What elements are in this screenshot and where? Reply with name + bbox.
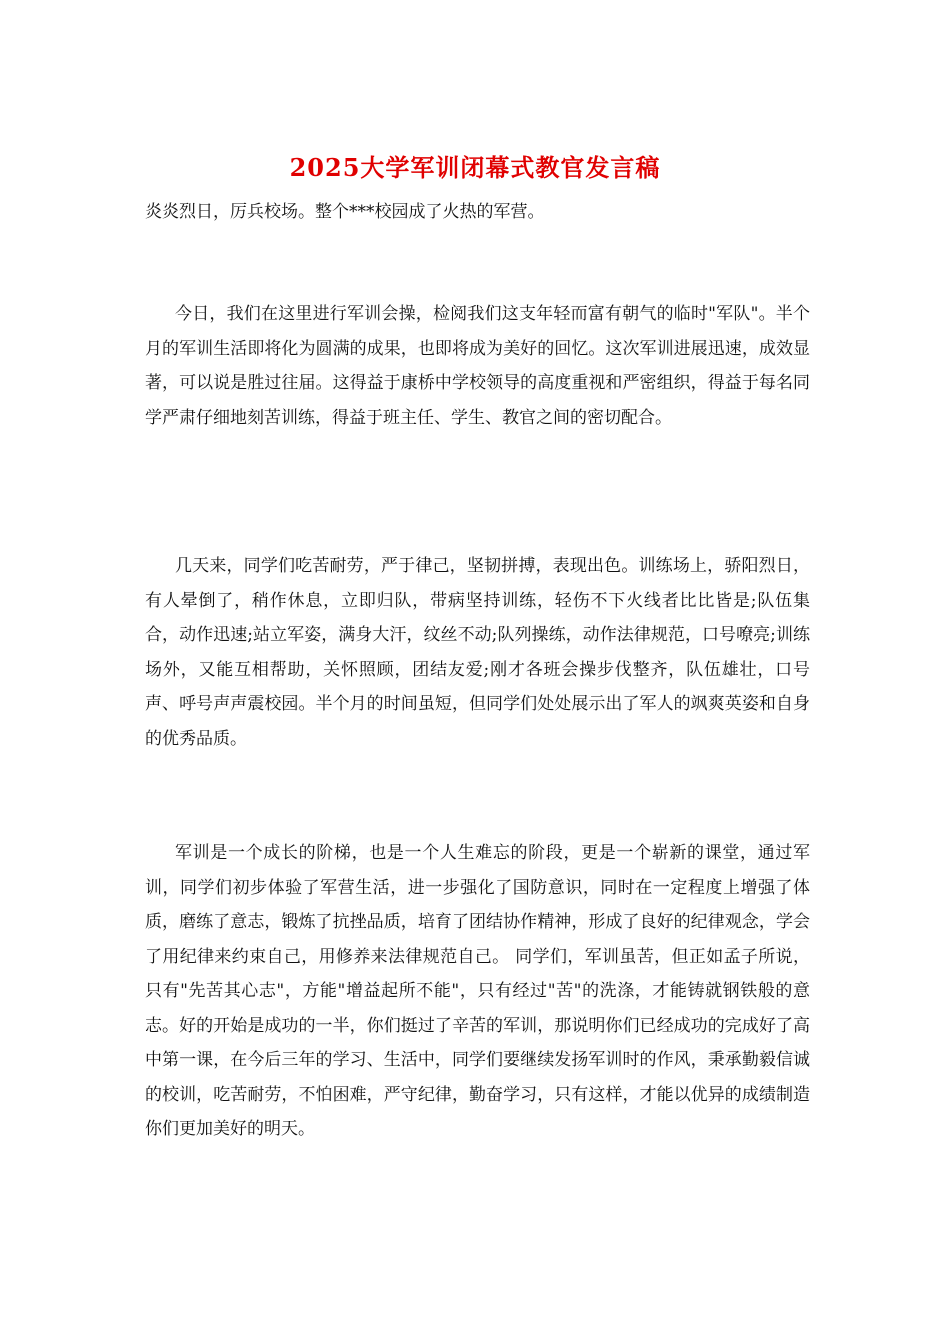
document-title: 2025大学军训闭幕式教官发言稿 <box>289 153 661 182</box>
paragraph-1: 今日，我们在这里进行军训会操，检阅我们这支年轻而富有朝气的临时"军队"。半个月的军训生活即将化为圆满的成果，也即将成为美好的回忆。这次军训进展迅速，成效显著，可以说是胜过往届。这得益于康桥中学校领导的高度重视和严密组织，得益于每名同学严肃仔细地刻苦训练，得益于班主任、学生、教官之间的密切配合。 <box>145 304 810 428</box>
intro-line: 炎炎烈日，厉兵校场。整个***校园成了火热的军营。 <box>145 202 545 222</box>
paragraph-2: 几天来，同学们吃苦耐劳，严于律己，坚韧拼搏，表现出色。训练场上，骄阳烈日，有人晕倒了，稍作休息，立即归队，带病坚持训练，轻伤不下火线者比比皆是;队伍集合，动作迅速;站立军姿，满身大汗，纹丝不动;队列操练，动作法律规范，口号嘹亮;训练场外，又能互相帮助，关怀照顾，团结友爱;刚才各班会操步伐整齐，队伍雄壮，口号声、呼号声声震校园。半个月的时间虽短，但同学们处处展示出了军人的飒爽英姿和自身的优秀品质。 <box>145 556 810 749</box>
paragraph-3: 军训是一个成长的阶梯，也是一个人生难忘的阶段，更是一个崭新的课堂，通过军训，同学们初步体验了军营生活，进一步强化了国防意识，同时在一定程度上增强了体质，磨练了意志，锻炼了抗挫品质，培育了团结协作精神，形成了良好的纪律观念，学会了用纪律来约束自己，用修养来法律规范自己。 同学们，军训虽苦，但正如孟子所说，只有"先苦其心志"，方能"增益起所不能"，只有经过"苦"的洗涤，才能铸就钢铁般的意志。好的开始是成功的一半，你们挺过了辛苦的军训，那说明你们已经成功的完成好了高中第一课，在今后三年的学习、生活中，同学们要继续发扬军训时的作风，秉承勤毅信诚的校训，吃苦耐劳，不怕困难，严守纪律，勤奋学习，只有这样，才能以优异的成绩制造你们更加美好的明天。 <box>145 843 810 1139</box>
